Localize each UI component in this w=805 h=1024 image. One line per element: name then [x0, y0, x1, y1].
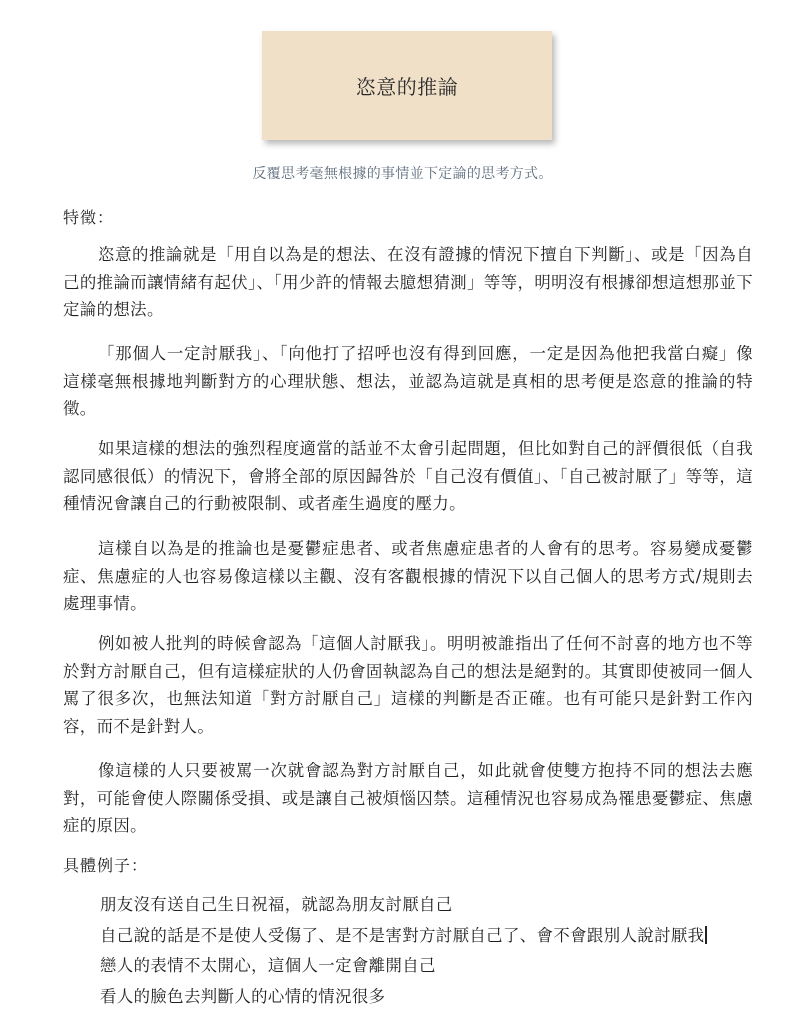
examples-heading: 具體例子：	[63, 856, 149, 875]
text-cursor	[705, 926, 707, 944]
paragraph-depression-anxiety: 這樣自以為是的推論也是憂鬱症患者、或者焦慮症患者的人會有的思考。容易變成憂鬱症、焦慮症的人也容易像這樣以主觀、沒有客觀根據的情況下以自己個人的思考方式/規則去處理事情。	[63, 539, 753, 613]
features-heading: 特徵：	[63, 208, 115, 227]
example-item: 戀人的表情不太開心，這個人一定會離開自己	[100, 956, 436, 976]
example-item: 自己說的話是不是使人受傷了、是不是害對方討厭自己了、會不會跟別人說討厭我	[100, 921, 780, 952]
page-subtitle: 反覆思考毫無根據的事情並下定論的思考方式。	[252, 166, 553, 182]
paragraph-definition: 恣意的推論就是「用自以為是的想法、在沒有證據的情況下擅自下判斷」、或是「因為自己的推論而讓情緒有起伏」、「用少許的情報去臆想猜測」等等，明明沒有根據卻想這想那並下定論的想法。	[63, 245, 753, 319]
paragraph-criticism-example: 例如被人批判的時候會認為「這個人討厭我」。明明被誰指出了任何不討喜的地方也不等於對方討厭自己，但有這樣症狀的人仍會固執認為自己的想法是絕對的。其實即使被同一個人罵了很多次，也無法知道「對方討厭自己」這樣的判斷是否正確。也有可能只是針對工作內容，而不是針對人。	[63, 634, 753, 736]
example-item: 朋友沒有送自己生日祝福，就認為朋友討厭自己	[100, 895, 453, 914]
example-item: 看人的臉色去判斷人的心情的情況很多	[100, 986, 386, 1006]
page-title: 恣意的推論	[355, 75, 459, 99]
paragraph-self-esteem: 如果這樣的想法的強烈程度適當的話並不太會引起問題，但比如對自己的評價很低（自我認同感很低）的情況下，會將全部的原因歸咎於「自己沒有價值」、「自己被討厭了」等等，這種情況會讓自己的行動被限制、或者產生過度的壓力。	[63, 439, 753, 513]
examples-list	[100, 890, 780, 1012]
paragraph-examples-of-thought: 「那個人一定討厭我」、「向他打了招呼也沒有得到回應，一定是因為他把我當白癡」像這樣毫無根據地判斷對方的心理狀態、想法，並認為這就是真相的思考便是恣意的推論的特徵。	[63, 344, 753, 418]
paragraph-consequences: 像這樣的人只要被罵一次就會認為對方討厭自己，如此就會使雙方抱持不同的想法去應對，可能會使人際關係受損、或是讓自己被煩惱囚禁。這種情況也容易成為罹患憂鬱症、焦慮症的原因。	[63, 761, 753, 835]
title-card	[262, 31, 552, 140]
